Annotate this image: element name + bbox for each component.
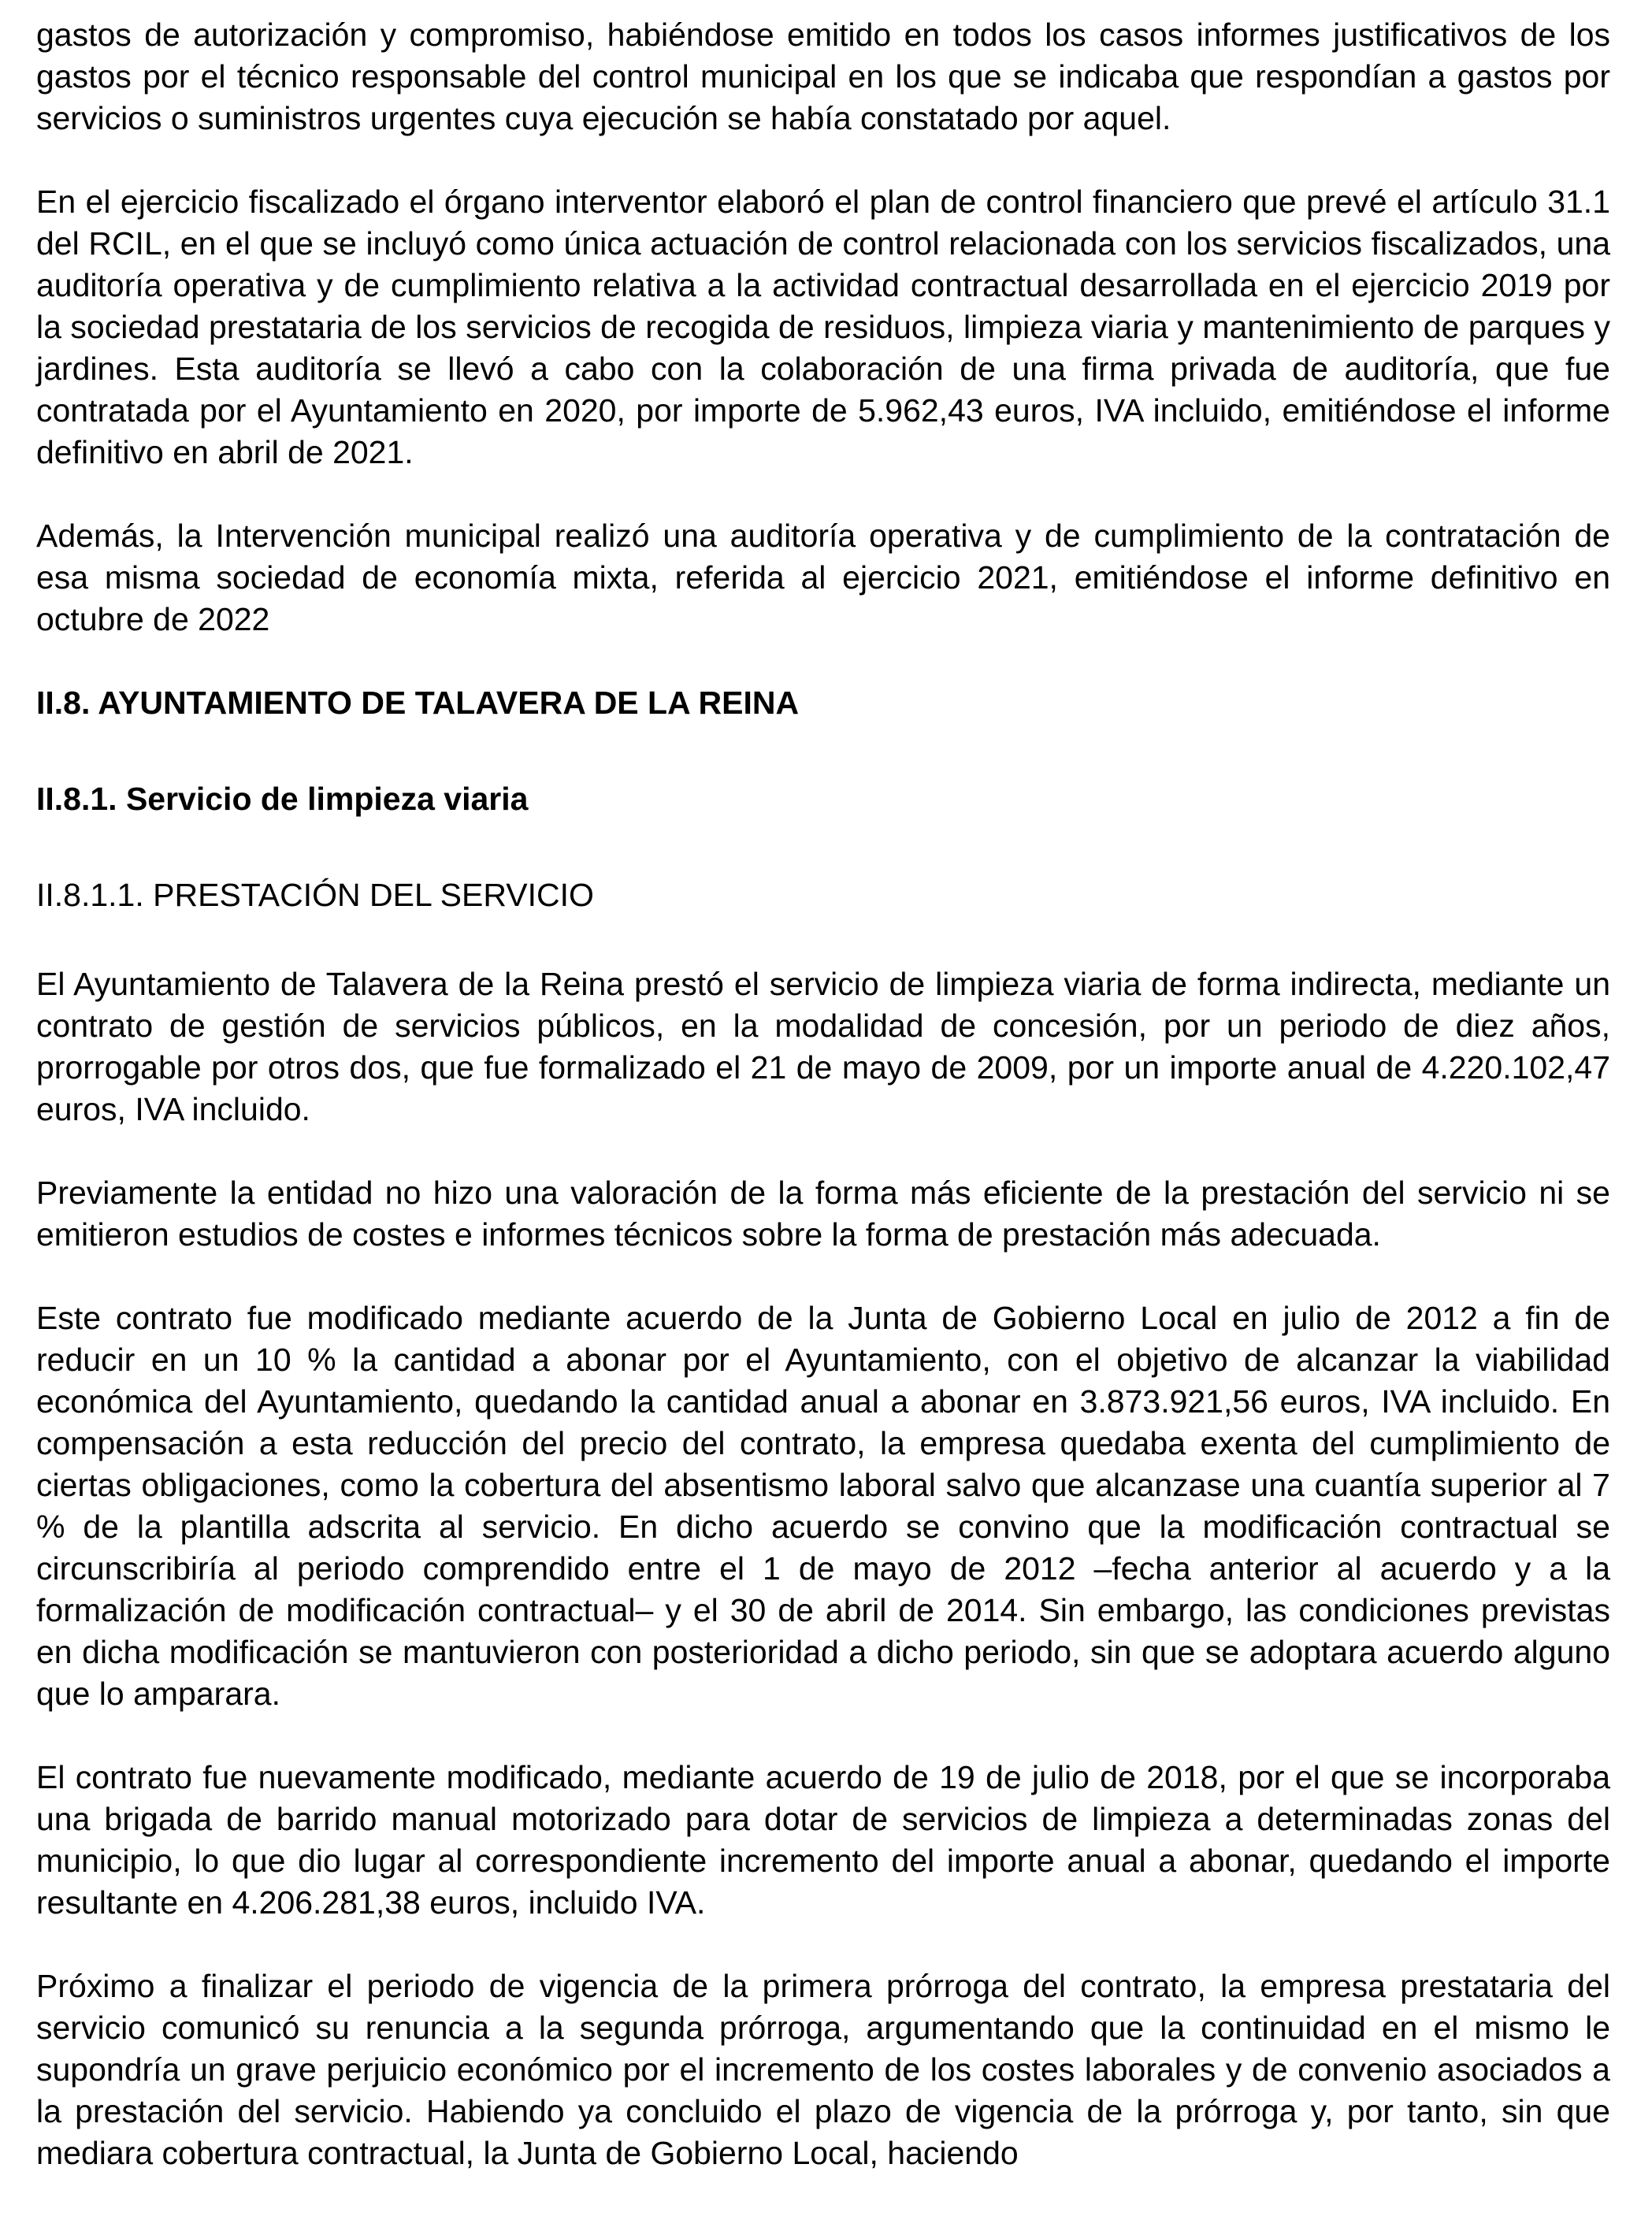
paragraph-second-modification: El contrato fue nuevamente modificado, mediante acuerdo de 19 de julio de 2018, por el que se incorporaba una brigada de barrido manual motorizado para dotar de servicios de limpieza a determinadas zonas del municipio, lo que dio lugar al correspondiente incremento del importe anual a abonar, quedando el importe resultante en 4.206.281,38 euros, incluido IVA. bbox=[36, 1759, 1610, 1921]
paragraph-service-provision: El Ayuntamiento de Talavera de la Reina prestó el servicio de limpieza viaria de forma indirecta, mediante un contrato de gestión de servicios públicos, en la modalidad de concesión, por un periodo de diez años, prorrogable por otros dos, que fue formalizado el 21 de mayo de 2009, por un importe anual de 4.220.102,47 euros, IVA incluido. bbox=[36, 966, 1610, 1127]
subsection-heading: II.8.1. Servicio de limpieza viaria bbox=[36, 781, 529, 817]
paragraph-first-modification: Este contrato fue modificado mediante acuerdo de la Junta de Gobierno Local en julio de 2012 a fin de reducir en un 10 % la cantidad a abonar por el Ayuntamiento, con el objetivo de alcanzar la viabilidad económica del Ayuntamiento, quedando la cantidad anual a abonar en 3.873.921,56 euros, IVA incluido. En compensación a esta reducción del precio del contrato, la empresa quedaba exenta del cumplimiento de ciertas obligaciones, como la cobertura del absentismo laboral salvo que alcanzase una cuantía superior al 7 % de la plantilla adscrita al servicio. En dicho acuerdo se convino que la modificación contractual se circunscribiría al periodo comprendido entre el 1 de mayo de 2012 –fecha anterior al acuerdo y a la formalización de modificación contractual– y el 30 de abril de 2014. Sin embargo, las condiciones previstas en dicha modificación se mantuvieron con posterioridad a dicho periodo, sin que se adoptara acuerdo alguno que lo amparara. bbox=[36, 1300, 1610, 1712]
section-heading: II.8. AYUNTAMIENTO DE TALAVERA DE LA REINA bbox=[36, 685, 800, 721]
document-page bbox=[36, 14, 1610, 2216]
paragraph-control-plan: En el ejercicio fiscalizado el órgano interventor elaboró el plan de control financiero que prevé el artículo 31.1 del RCIL, en el que se incluyó como única actuación de control relacionada con los servicios fiscalizados, una auditoría operativa y de cumplimiento relativa a la actividad contractual desarrollada en el ejercicio 2019 por la sociedad prestataria de los servicios de recogida de residuos, limpieza viaria y mantenimiento de parques y jardines. Esta auditoría se llevó a cabo con la colaboración de una firma privada de auditoría, que fue contratada por el Ayuntamiento en 2020, por importe de 5.962,43 euros, IVA incluido, emitiéndose el informe definitivo en abril de 2021. bbox=[36, 184, 1610, 470]
subsubsection-heading: II.8.1.1. PRESTACIÓN DEL SERVICIO bbox=[36, 877, 594, 913]
paragraph-prior-valuation: Previamente la entidad no hizo una valoración de la forma más eficiente de la prestación del servicio ni se emitieron estudios de costes e informes técnicos sobre la forma de prestación más adecuada. bbox=[36, 1175, 1610, 1253]
paragraph-authorization-expenses: gastos de autorización y compromiso, habiéndose emitido en todos los casos informes justificativos de los gastos por el técnico responsable del control municipal en los que se indicaba que respondían a gastos por servicios o suministros urgentes cuya ejecución se había constatado por aquel. bbox=[36, 17, 1610, 136]
paragraph-municipal-audit: Además, la Intervención municipal realizó una auditoría operativa y de cumplimiento de la contratación de esa misma sociedad de economía mixta, referida al ejercicio 2021, emitiéndose el informe definitivo en octubre de 2022 bbox=[36, 518, 1610, 637]
paragraph-extension-renunciation: Próximo a finalizar el periodo de vigencia de la primera prórroga del contrato, la empresa prestataria del servicio comunicó su renuncia a la segunda prórroga, argumentando que la continuidad en el mismo le supondría un grave perjuicio económico por el incremento de los costes laborales y de convenio asociados a la prestación del servicio. Habiendo ya concluido el plazo de vigencia de la prórroga y, por tanto, sin que mediara cobertura contractual, la Junta de Gobierno Local, haciendo bbox=[36, 1968, 1610, 2171]
